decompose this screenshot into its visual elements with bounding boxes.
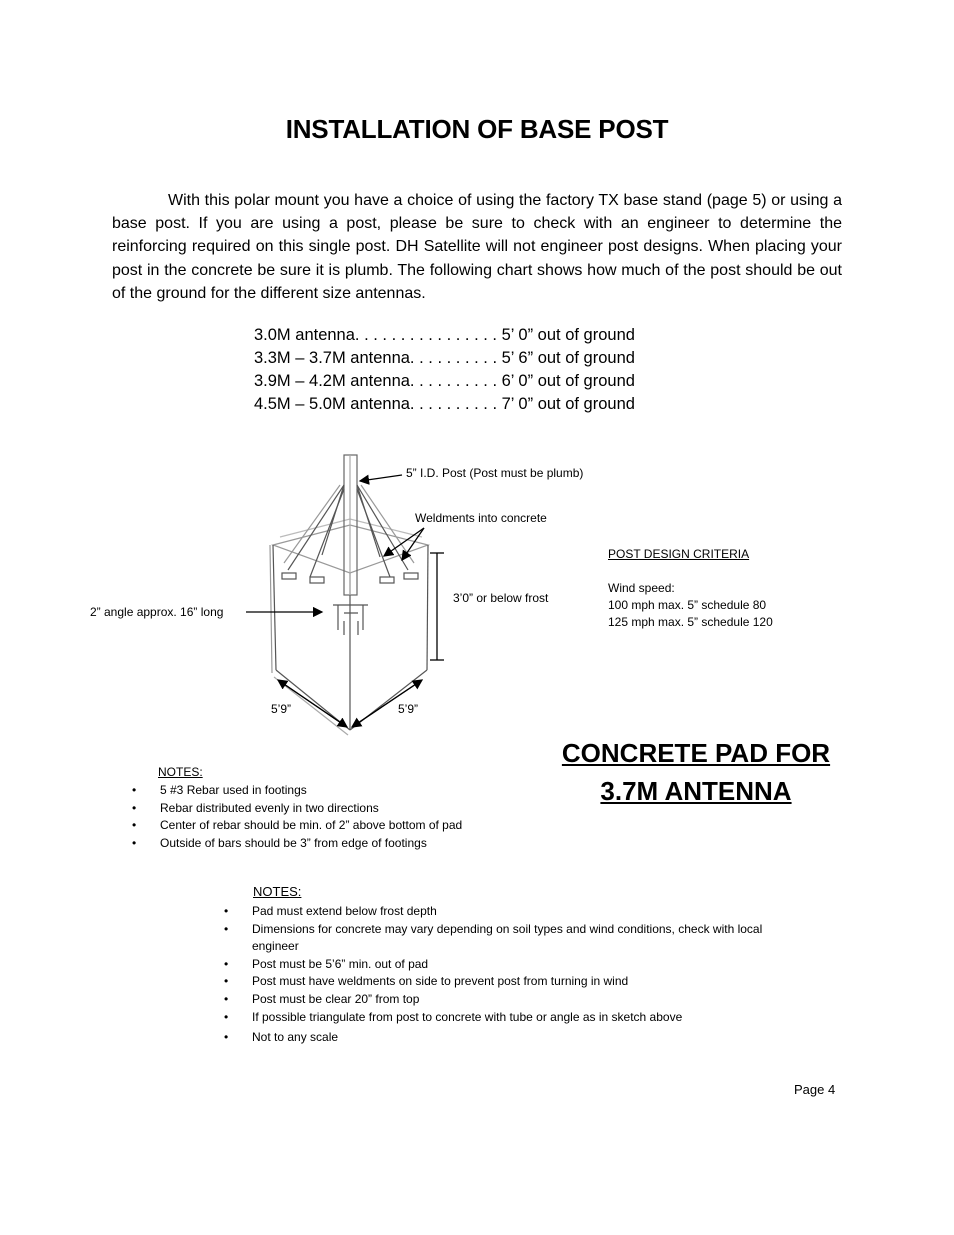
height-row-3: 3.9M – 4.2M antenna. . . . . . . . . . 6’ 0” out of ground xyxy=(254,372,635,390)
label-depth: 3’0” or below frost xyxy=(453,591,549,605)
list-item: • Outside of bars should be 3” from edge of footings xyxy=(160,835,560,853)
criteria-heading: POST DESIGN CRITERIA xyxy=(608,547,750,561)
notes1-heading: NOTES: xyxy=(158,765,203,779)
pad-title-line-1: CONCRETE PAD FOR xyxy=(561,738,831,768)
list-item: • Post must be clear 20” from top xyxy=(252,991,812,1009)
height-row-1: 3.0M antenna. . . . . . . . . . . . . . . . 5’ 0” out of ground xyxy=(254,326,635,344)
list-item: • Post must have weldments on side to prevent post from turning in wind xyxy=(252,973,812,991)
list-item: • Not to any scale xyxy=(252,1029,812,1047)
label-weldments: Weldments into concrete xyxy=(415,511,547,525)
list-item: • If possible triangulate from post to concrete with tube or angle as in sketch above xyxy=(252,1009,812,1027)
label-width-left: 5’9” xyxy=(271,702,292,716)
list-item: • Dimensions for concrete may vary depending on soil types and wind conditions, check with local engineer xyxy=(252,921,812,956)
notes1-list xyxy=(160,782,560,853)
list-item: • 5 #3 Rebar used in footings xyxy=(160,782,560,800)
page-title: INSTALLATION OF BASE POST xyxy=(285,114,669,144)
post-arrow xyxy=(360,475,402,481)
label-width-right: 5’9” xyxy=(398,702,419,716)
intro-text: With this polar mount you have a choice of using the factory TX base stand (page 5) or using a base post. If you are using a post, please be sure to check with an engineer to determine the reinforcing required on this single post. DH Satellite will not engineer post designs. When placing your post in the concrete be sure it is plumb. The following chart shows how much of the post should be out of the ground for the different size antennas. xyxy=(112,192,842,302)
list-item: • Rebar distributed evenly in two directions xyxy=(160,800,560,818)
label-angle: 2” angle approx. 16” long xyxy=(90,605,224,619)
list-item: • Pad must extend below frost depth xyxy=(252,903,812,921)
weldment-arrow-1 xyxy=(384,528,424,556)
criteria-row-1: 100 mph max. 5” schedule 80 xyxy=(608,598,767,612)
criteria-row-2: 125 mph max. 5” schedule 120 xyxy=(608,615,773,629)
list-item: • Post must be 5’6” min. out of pad xyxy=(252,956,812,974)
height-row-2: 3.3M – 3.7M antenna. . . . . . . . . . 5’ 6” out of ground xyxy=(254,349,635,367)
list-item: • Center of rebar should be min. of 2” above bottom of pad xyxy=(160,817,560,835)
concrete-pad-title xyxy=(555,734,837,810)
notes2-heading: NOTES: xyxy=(253,884,302,899)
pad-title-line-2: 3.7M ANTENNA xyxy=(600,776,792,806)
criteria-wind-label: Wind speed: xyxy=(608,581,675,595)
label-post: 5” I.D. Post (Post must be plumb) xyxy=(406,466,584,480)
page-number: Page 4 xyxy=(794,1082,836,1097)
notes2-list xyxy=(252,903,812,1047)
height-row-4: 4.5M – 5.0M antenna. . . . . . . . . . 7’ 0” out of ground xyxy=(254,395,635,413)
weldment-arrow-2 xyxy=(402,528,424,560)
